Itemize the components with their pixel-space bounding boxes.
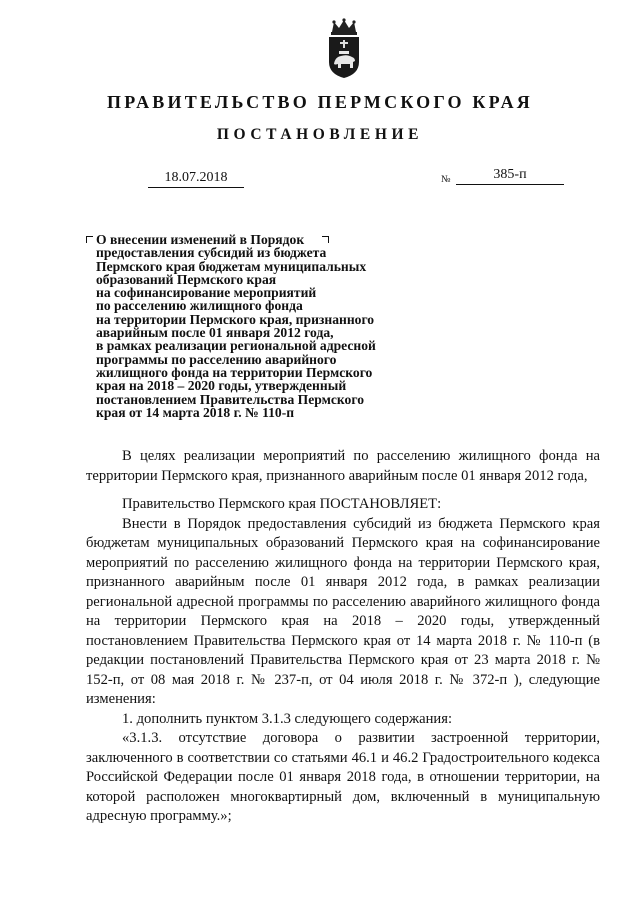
- heading-line: на территории Пермского края, признанного: [96, 311, 375, 327]
- heading-line: края от 14 марта 2018 г. № 110-п: [96, 404, 295, 420]
- heading-line: по расселению жилищного фонда: [96, 298, 303, 314]
- heading-line: предоставления субсидий из бюджета: [96, 245, 327, 261]
- heading-corner-left: [86, 236, 93, 243]
- document-type: ПОСТАНОВЛЕНИЕ: [216, 126, 424, 143]
- document-body: [86, 447, 600, 827]
- number-sign: №: [441, 174, 451, 185]
- body-paragraph-clause-3-1-3: «3.1.3. отсутствие договора о развитии застроенной территории, заключенного в соответствии со статьями 46.1 и 46.2 Градостроительного кодекса Российской Федерации после 01 января 2018 года, в отношении территории, на которой расположен многоквартирный дом, включенный в муниципальную адресную программу.»;: [86, 730, 600, 824]
- document-number: 385-п: [456, 167, 564, 185]
- heading-line: края на 2018 – 2020 годы, утвержденный: [96, 378, 347, 394]
- body-paragraph-purpose: В целях реализации мероприятий по расселению жилищного фонда на территории Пермского края, признанного аварийным после 01 января 2012 года,: [86, 448, 600, 484]
- heading-line: О внесении изменений в Порядок: [96, 232, 305, 247]
- document-date: 18.07.2018: [148, 170, 244, 188]
- heading-line: программы по расселению аварийного: [96, 351, 337, 367]
- heading-line: Пермского края бюджетам муниципальных: [96, 258, 367, 274]
- heading-line: в рамках реализации региональной адресной: [96, 338, 376, 354]
- heading-line: на софинансирование мероприятий: [96, 285, 317, 301]
- perm-krai-coat-of-arms-icon: [326, 18, 362, 80]
- body-paragraph-item-1: 1. дополнить пунктом 3.1.3 следующего содержания:: [122, 710, 453, 727]
- body-paragraph-resolves: Правительство Пермского края ПОСТАНОВЛЯЕТ:: [122, 496, 442, 512]
- heading-line: аварийным после 01 января 2012 года,: [96, 325, 334, 341]
- heading-line: постановлением Правительства Пермского: [96, 391, 364, 407]
- document-heading: [96, 233, 416, 419]
- body-paragraph-amendment: Внести в Порядок предоставления субсидий из бюджета Пермского края бюджетам муниципальных образований Пермского края на софинансирование мероприятий по расселению жилищного фонда на территории Пермского края, признанного аварийным после 01 января 2012 года, в рамках реализации региональной адресной программы по расселению аварийного жилищного фонда на территории Пермского края на 2018 – 2020 годы, утвержденный постановлением Правительства Пермского края от 14 марта 2018 г. № 110-п (в редакции постановлений Правительства Пермского края от 23 марта 2018 г. № 152-п, от 08 мая 2018 г. № 237-п, от 04 июля 2018 г. № 372-п ), следующие изменения:: [86, 515, 600, 707]
- heading-line: образований Пермского края: [96, 271, 277, 287]
- heading-line: жилищного фонда на территории Пермского: [96, 364, 373, 380]
- government-title: ПРАВИТЕЛЬСТВО ПЕРМСКОГО КРАЯ: [107, 92, 533, 112]
